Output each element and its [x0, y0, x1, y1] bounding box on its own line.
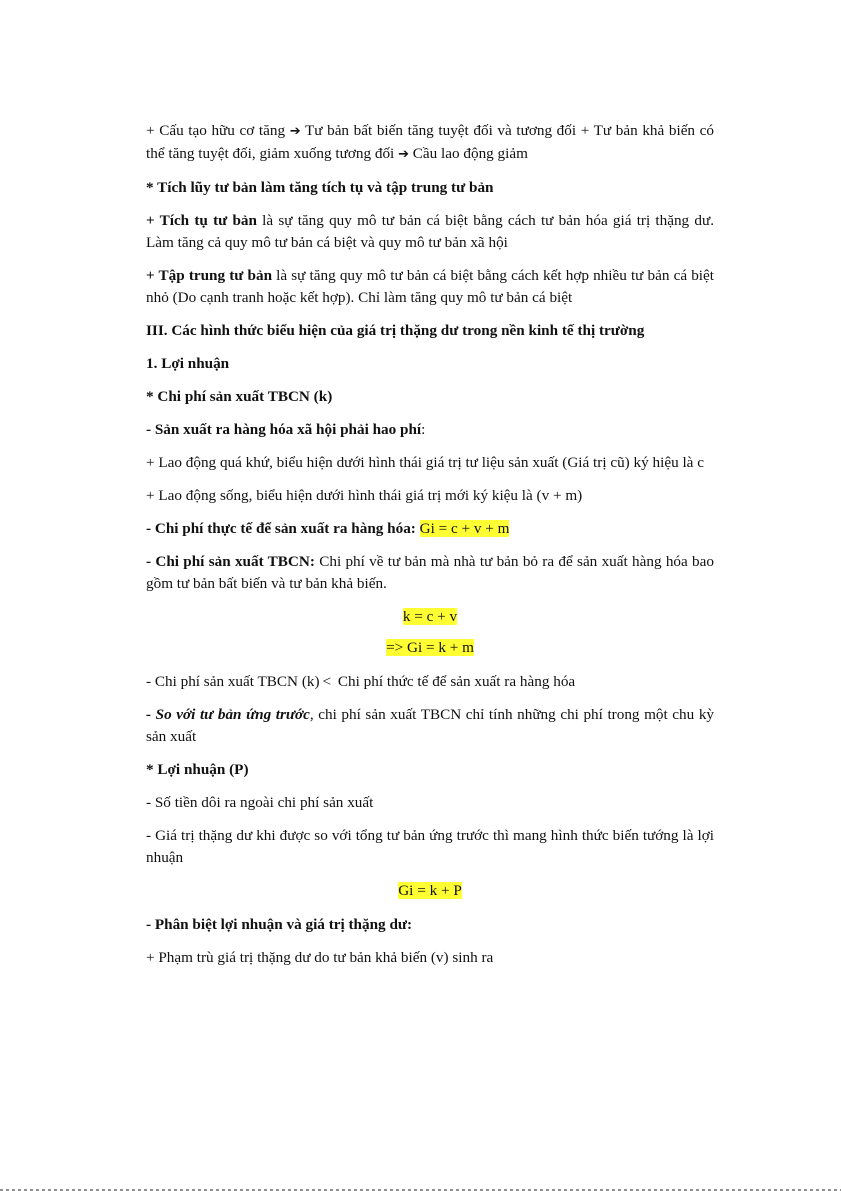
heading-accumulation: * Tích lũy tư bản làm tăng tích tụ và tập trung tư bản: [146, 179, 494, 196]
paragraph-living-labor: + Lao động sống, biểu hiện dưới hình thái giá trị mới ký kiệu là (v + m): [146, 487, 583, 504]
paragraph-centralization: [146, 265, 714, 309]
formula-highlight: Gi = k + P: [398, 882, 462, 899]
formula-highlight: => Gi = k + m: [386, 639, 474, 656]
paragraph-concentration: [146, 210, 714, 254]
paragraph-surplus-money: - Số tiền dôi ra ngoài chi phí sản xuất: [146, 794, 374, 811]
term: + Tập trung tư bản: [146, 267, 273, 284]
formula-highlight: k = c + v: [402, 608, 458, 625]
term: + Tích tụ tư bản: [146, 212, 257, 229]
arrow-right-icon: ➔: [398, 147, 409, 162]
text: Tư bản bất biến tăng tuyệt đối và tương đối + Tư bản khả biến có thể tăng tuyệt đối, giảm xuống tương đối: [146, 122, 714, 162]
text: :: [421, 421, 426, 438]
arrow-right-icon: ➔: [289, 124, 301, 139]
heading-profit-p: * Lợi nhuận (P): [146, 761, 249, 778]
text: Cầu lao động giảm: [408, 145, 528, 162]
paragraph-comparison: [146, 671, 714, 693]
paragraph-expenditure: [146, 419, 714, 441]
section-heading-iii: III. Các hình thức biểu hiện của giá trị thặng dư trong nền kinh tế thị trường: [146, 322, 645, 339]
heading-distinguish: - Phân biệt lợi nhuận và giá trị thặng dư:: [146, 916, 413, 933]
term: - Sản xuất ra hàng hóa xã hội phải hao phí: [146, 421, 422, 438]
term: - Chi phí sản xuất TBCN:: [146, 553, 315, 570]
subheading-profit: 1. Lợi nhuận: [146, 355, 230, 372]
formula-gi-km: [146, 637, 714, 659]
less-than-sign: <: [322, 673, 332, 690]
text: , chi phí sản xuất TBCN chỉ tính những chi phí trong một chu kỳ sản xuất: [146, 706, 715, 745]
text: - Chi phí sản xuất TBCN (k): [146, 673, 320, 690]
paragraph-actual-cost: [146, 518, 714, 540]
term: - Chi phí thực tế để sản xuất ra hàng hóa:: [146, 520, 420, 537]
paragraph-advanced-capital: [146, 704, 714, 748]
text: + Cấu tạo hữu cơ tăng: [146, 122, 290, 139]
formula-highlight: Gi = c + v + m: [419, 520, 510, 537]
formula-k: [146, 606, 714, 628]
paragraph-capital-structure: [146, 120, 714, 166]
text: Chi phí thức tế để sản xuất ra hàng hóa: [334, 673, 576, 690]
paragraph-capitalist-cost: [146, 551, 714, 595]
text: là sự tăng quy mô tư bản cá biệt bằng cách kết hợp nhiều tư bản cá biệt nhỏ (Do cạnh tranh hoặc kết hợp). Chỉ làm tăng quy mô tư bản cá biệt: [146, 267, 714, 306]
text: Chi phí về tư bản mà nhà tư bản bỏ ra để sản xuất hàng hóa bao gồm tư bản bất biến và tư bản khả biến.: [146, 553, 714, 592]
document-page: [146, 120, 714, 980]
formula-gi-kp: [146, 880, 714, 902]
paragraph-surplus-value: - Giá trị thặng dư khi được so với tổng tư bản ứng trước thì mang hình thức biến tướng là lợi nhuận: [146, 827, 714, 866]
text: là sự tăng quy mô tư bản cá biệt bằng cách tư bản hóa giá trị thặng dư. Làm tăng cả quy mô tư bản cá biệt và quy mô tư bản xã hội: [146, 212, 714, 251]
heading-production-cost: * Chi phí sản xuất TBCN (k): [146, 388, 333, 405]
paragraph-past-labor: + Lao động quá khứ, biểu hiện dưới hình thái giá trị tư liệu sản xuất (Giá trị cũ) ký hiệu là c: [146, 454, 704, 471]
paragraph-category: + Phạm trù giá trị thặng dư do tư bản khả biến (v) sinh ra: [146, 949, 494, 966]
term: - So với tư bản ứng trước: [146, 706, 310, 723]
